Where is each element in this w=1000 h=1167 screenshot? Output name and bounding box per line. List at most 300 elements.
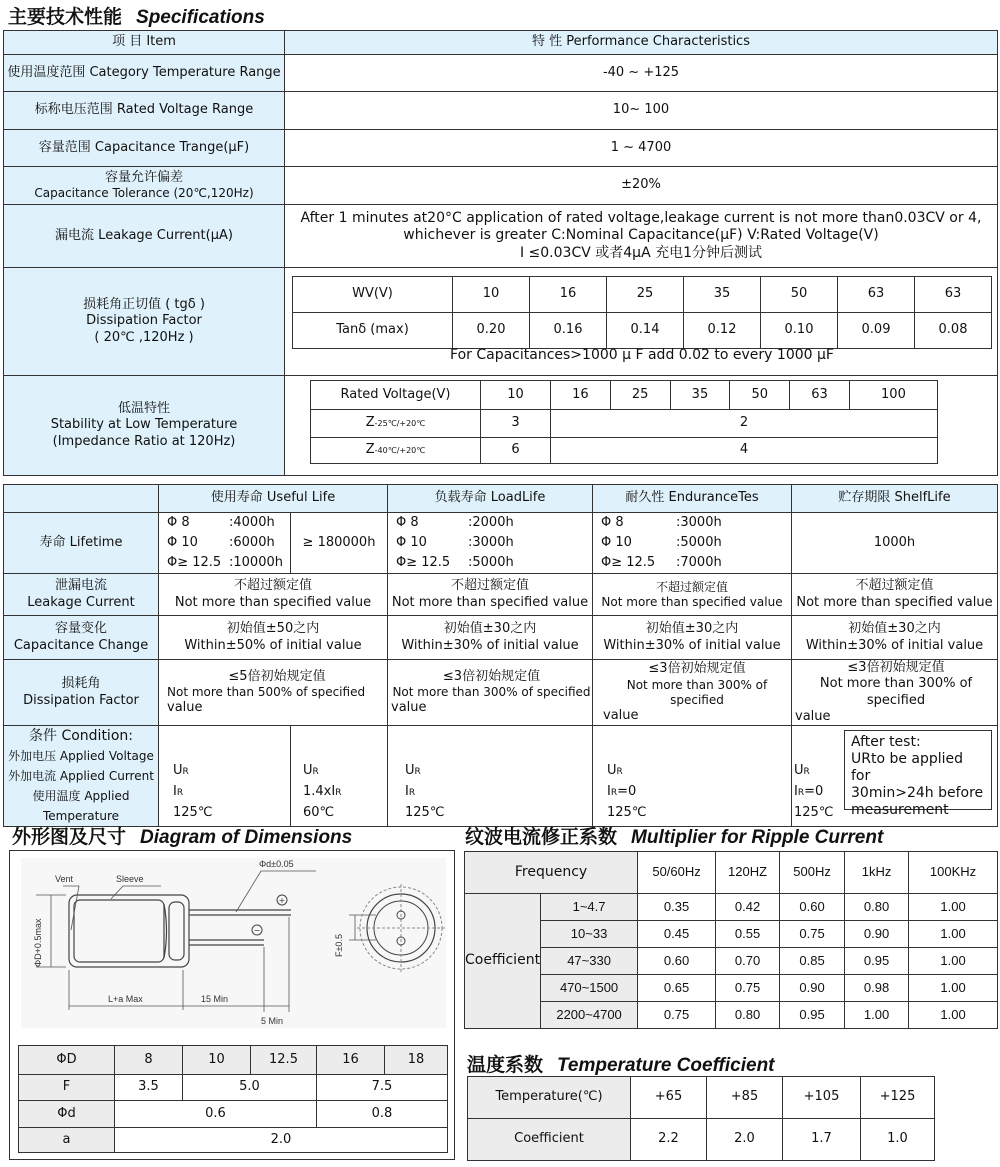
coef-cell: 0.70 — [716, 948, 780, 975]
wv-row — [293, 277, 992, 313]
lead-diameter-label: Φd±0.05 — [259, 859, 294, 869]
cond-voltage: 外加电压 Applied Voltage — [8, 749, 154, 763]
lead-diameter-cell: 0.6 — [115, 1101, 317, 1128]
range-cell: 2200~4700 — [541, 1002, 638, 1029]
rv-cell: 100 — [849, 381, 937, 410]
leakage-cell — [388, 574, 593, 616]
cell-en: Not more than 300% of specified — [819, 676, 973, 708]
t: 60℃ — [303, 805, 335, 820]
hours: :4000h — [229, 515, 275, 530]
coef-cell: 0.90 — [780, 975, 845, 1002]
lifetime-label: 寿命 Lifetime — [4, 513, 159, 574]
coef-cell: 1.00 — [909, 921, 998, 948]
hours: :6000h — [229, 535, 275, 550]
diameter-cell: 12.5 — [251, 1046, 317, 1075]
row-lead-diameter — [19, 1101, 448, 1128]
leakage-value — [285, 205, 998, 268]
capchange-cell — [792, 616, 998, 660]
ripple-title-cn: 纹波电流修正系数 — [465, 826, 618, 848]
cell-en: Within±30% of initial value — [805, 637, 984, 653]
diameter-cell: 10 — [183, 1046, 251, 1075]
temperature-label: Temperature(℃) — [468, 1077, 631, 1119]
coef-cell: 1.00 — [909, 1002, 998, 1029]
life-header-blank — [4, 485, 159, 513]
z-symbol: Z — [365, 442, 375, 458]
cell-tail: value — [391, 700, 427, 715]
diameter: Φ 8 — [601, 515, 624, 530]
cell-en: Not more than specified value — [391, 594, 589, 610]
i: I — [607, 784, 611, 799]
diameter: Φ 8 — [167, 515, 190, 530]
capchange-row — [4, 616, 998, 660]
leakage-cell — [159, 574, 388, 616]
wv-cell: 50 — [761, 277, 838, 313]
diameter: Φ≥ 12.5 — [167, 555, 222, 570]
tan-cell: 0.16 — [530, 313, 607, 349]
tan-row — [293, 313, 992, 349]
tempcoef-title-en: Temperature Coefficient — [557, 1055, 775, 1076]
coef-cell: 1.00 — [845, 1002, 909, 1029]
row-label-en: Capacitance Tolerance (20℃,120Hz) — [34, 186, 254, 201]
load-life-hours — [388, 513, 593, 574]
lifetime-row — [4, 513, 998, 574]
label-en: Dissipation Factor — [23, 692, 139, 708]
label-cn: 低温特性 — [117, 401, 170, 417]
condition-label — [4, 726, 159, 827]
spec-title-cn: 主要技术性能 — [8, 6, 123, 28]
cell-en: Within±30% of initial value — [603, 637, 781, 653]
cond-temp: 使用温度 Applied Temperature — [32, 789, 130, 823]
t: 125℃ — [405, 805, 445, 820]
cell-cn: ≤5倍初始规定值 — [228, 668, 326, 684]
rv-cell: 63 — [790, 381, 850, 410]
tan-label: Tanδ (max) — [293, 313, 453, 349]
df-row — [4, 660, 998, 726]
capchange-label — [4, 616, 159, 660]
cell-cn: 初始值±30之内 — [645, 621, 739, 637]
dissipation-label — [4, 268, 285, 376]
condition-row — [4, 726, 998, 827]
note-line: measurement — [851, 802, 949, 818]
i-suffix: =0 — [804, 784, 824, 799]
u: U — [303, 763, 313, 778]
label-a: a — [19, 1128, 115, 1153]
freq-cell: 120HZ — [716, 852, 780, 894]
life-header-row — [4, 485, 998, 513]
cond-current: 外加电流 Applied Current — [8, 769, 154, 783]
coef-cell: 0.95 — [845, 948, 909, 975]
cell-en: Not more than 300% of specified — [392, 685, 591, 699]
coef-cell: 2.2 — [631, 1119, 707, 1161]
coef-cell: 1.0 — [861, 1119, 935, 1161]
useful-life-extra: ≥ 180000h — [291, 513, 388, 574]
z25-row — [311, 410, 938, 438]
wv-cell: 63 — [838, 277, 915, 313]
label-cn: 损耗角正切值 ( tgδ ) — [83, 297, 205, 313]
row-label: 使用温度范围 Category Temperature Range — [4, 55, 285, 92]
label-en: Stability at Low Temperature — [50, 417, 238, 433]
coef-cell: 0.60 — [780, 894, 845, 921]
tan-cell: 0.08 — [915, 313, 992, 349]
r-sub: R — [335, 788, 342, 798]
rv-cell: 25 — [610, 381, 670, 410]
freq-cell: 50/60Hz — [638, 852, 716, 894]
label-cn: 损耗角 — [61, 676, 101, 692]
row-label — [4, 167, 285, 205]
u: U — [405, 763, 415, 778]
freq-cell: 1kHz — [845, 852, 909, 894]
header-useful-life: 使用寿命 Useful Life — [159, 485, 388, 513]
r-sub: R — [182, 767, 189, 777]
useful-life-hours — [159, 513, 291, 574]
range-cell: 470~1500 — [541, 975, 638, 1002]
dimension-diagram — [11, 852, 453, 1032]
r-sub: R — [312, 767, 319, 777]
range-cell: 10~33 — [541, 921, 638, 948]
coef-cell: 0.75 — [638, 1002, 716, 1029]
cell-cn: ≤3倍初始规定值 — [847, 660, 945, 675]
diameter: Φ 8 — [396, 515, 419, 530]
df-label — [4, 660, 159, 726]
coef-cell: 0.65 — [638, 975, 716, 1002]
z25-rest: 2 — [551, 410, 938, 438]
hours: :3000h — [676, 515, 722, 530]
diameter: Φ≥ 12.5 — [601, 555, 656, 570]
coef-cell: 1.00 — [909, 948, 998, 975]
hours: :5000h — [676, 535, 722, 550]
df-cell — [593, 660, 792, 726]
spec-header-row — [4, 31, 998, 55]
ripple-row — [465, 894, 998, 921]
z40-first: 6 — [481, 438, 551, 464]
cell-tail: value — [167, 700, 203, 715]
coef-cell: 0.75 — [780, 921, 845, 948]
coef-cell: 0.80 — [845, 894, 909, 921]
z-subscript: -25℃/+20℃ — [374, 419, 426, 429]
ripple-title-en: Multiplier for Ripple Current — [631, 827, 884, 848]
range-cell: 1~4.7 — [541, 894, 638, 921]
df-cell — [388, 660, 593, 726]
cell-cn: 不超过额定值 — [450, 578, 529, 594]
note-line: 30min>24h before — [851, 785, 984, 801]
coef-cell: 1.7 — [783, 1119, 861, 1161]
r-sub: R — [803, 767, 810, 777]
wv-cell: 16 — [530, 277, 607, 313]
t: 125℃ — [173, 805, 213, 820]
r-sub: R — [414, 767, 421, 777]
header-endurance: 耐久性 EnduranceTes — [593, 485, 792, 513]
coef-cell: 0.98 — [845, 975, 909, 1002]
lead-length-label: 15 Min — [201, 994, 229, 1004]
row-label-cn: 容量允许偏差 — [104, 169, 183, 185]
t: 125℃ — [607, 805, 647, 820]
r-sub: R — [797, 788, 805, 798]
dissipation-table — [292, 276, 992, 349]
pitch-cell: 7.5 — [317, 1075, 448, 1101]
coef-cell: 2.0 — [707, 1119, 783, 1161]
ripple-row — [465, 1002, 998, 1029]
length-label: L+a Max — [108, 994, 143, 1004]
cell-en: Not more than specified value — [601, 594, 783, 609]
r-sub: R — [610, 788, 618, 798]
coef-cell: 0.35 — [638, 894, 716, 921]
r-sub: R — [616, 767, 623, 777]
diameter-cell: 16 — [317, 1046, 385, 1075]
cell-cn: 初始值±30之内 — [848, 621, 941, 637]
wv-cell: 10 — [453, 277, 530, 313]
diameter: Φ≥ 12.5 — [396, 555, 451, 570]
lowtemp-label — [4, 376, 285, 476]
u: U — [173, 763, 183, 778]
tempcoef-title-cn: 温度系数 — [467, 1054, 544, 1076]
ripple-title — [465, 822, 883, 849]
label-cn: 容量变化 — [54, 621, 107, 637]
row-diameter — [19, 1046, 448, 1075]
plus-sign: + — [278, 896, 286, 905]
u: U — [794, 763, 804, 778]
i: I — [405, 784, 409, 799]
spec-row — [4, 92, 998, 130]
ripple-row — [465, 921, 998, 948]
coef-cell: 1.00 — [909, 894, 998, 921]
label-cond: ( 20℃ ,120Hz ) — [94, 329, 194, 345]
ripple-row — [465, 948, 998, 975]
row-value: 1 ~ 4700 — [285, 130, 998, 167]
i: I — [794, 784, 798, 799]
row-value: 10~ 100 — [285, 92, 998, 130]
rv-row — [311, 381, 938, 410]
leakage-row — [4, 205, 998, 268]
spec-title — [8, 2, 265, 29]
row-label: 标称电压范围 Rated Voltage Range — [4, 92, 285, 130]
lowtemp-table — [310, 380, 938, 464]
ripple-row — [465, 975, 998, 1002]
ripple-header-row — [465, 852, 998, 894]
cell-cn: ≤3倍初始规定值 — [442, 668, 541, 684]
tan-cell: 0.14 — [607, 313, 684, 349]
wv-cell: 25 — [607, 277, 684, 313]
diameter-cell: 18 — [385, 1046, 448, 1075]
rv-label: Rated Voltage(V) — [311, 381, 481, 410]
a-cell: 2.0 — [115, 1128, 448, 1153]
hours: :7000h — [676, 555, 722, 570]
row-value: ±20% — [285, 167, 998, 205]
label-en: Capacitance Change — [13, 637, 149, 653]
freq-cell: 100KHz — [909, 852, 998, 894]
lead-diameter-cell: 0.8 — [317, 1101, 448, 1128]
coef-cell: 0.90 — [845, 921, 909, 948]
z-symbol: Z — [365, 415, 375, 431]
condition-cell — [593, 726, 792, 827]
hours: :2000h — [468, 515, 514, 530]
ripple-table — [464, 851, 998, 1029]
df-cell — [792, 660, 998, 726]
header-item: 项 目 Item — [4, 31, 285, 55]
body-diameter-label: ΦD+0.5max — [33, 918, 43, 967]
cell-cn: ≤3倍初始规定值 — [648, 661, 746, 677]
leakage-label: 漏电流 Leakage Current(μA) — [4, 205, 285, 268]
range-cell: 47~330 — [541, 948, 638, 975]
rv-cell: 50 — [730, 381, 790, 410]
leakage-line: After 1 minutes at20°C application of rated voltage,leakage current is not more than0.03CV or 4, — [300, 209, 982, 226]
temp-cell: +105 — [783, 1077, 861, 1119]
cell-en: Not more than 300% of specified — [626, 677, 768, 707]
tan-cell: 0.20 — [453, 313, 530, 349]
diameter: Φ 10 — [601, 535, 632, 550]
header-performance: 特 性 Performance Characteristics — [285, 31, 998, 55]
vent-label: Vent — [55, 874, 74, 884]
condition-cell — [291, 726, 388, 827]
header-load-life: 负载寿命 LoadLife — [388, 485, 593, 513]
diameter-cell: 8 — [115, 1046, 183, 1075]
leakage-line: whichever is greater C:Nominal Capacitance(μF) V:Rated Voltage(V) — [403, 227, 879, 244]
z40-rest: 4 — [551, 438, 938, 464]
freq-cell: 500Hz — [780, 852, 845, 894]
coef-row — [468, 1119, 935, 1161]
leakage-line: I ≤0.03CV 或者4μA 充电1分钟后测试 — [519, 244, 763, 261]
i-suffix: =0 — [617, 784, 637, 799]
r-sub: R — [176, 788, 184, 798]
tan-cell: 0.10 — [761, 313, 838, 349]
condition-cell — [792, 726, 998, 827]
after-test-note — [844, 730, 992, 818]
pitch-cell: 5.0 — [183, 1075, 317, 1101]
temp-cell: +125 — [861, 1077, 935, 1119]
coef-cell: 0.95 — [780, 1002, 845, 1029]
diameter: Φ 10 — [396, 535, 427, 550]
tempcoef-table — [467, 1076, 935, 1161]
cell-en: Not more than specified value — [796, 594, 993, 610]
i: I — [173, 784, 177, 799]
label-cn: 泄漏电流 — [54, 578, 107, 594]
leakage-label — [4, 574, 159, 616]
dissipation-note: For Capacitances>1000 μ F add 0.02 to every 1000 μF — [450, 347, 834, 363]
coef-cell: 0.75 — [716, 975, 780, 1002]
spec-row — [4, 130, 998, 167]
pitch-label: F±0.5 — [334, 934, 344, 957]
cell-cn: 不超过额定值 — [855, 578, 934, 594]
coef-cell: 0.85 — [780, 948, 845, 975]
header-shelf-life: 贮存期限 ShelfLife — [792, 485, 998, 513]
label-lead-diameter: Φd — [19, 1101, 115, 1128]
label-diameter: ΦD — [19, 1046, 115, 1075]
coef-cell: 1.00 — [909, 975, 998, 1002]
label-pitch: F — [19, 1075, 115, 1101]
t: 125℃ — [794, 805, 834, 820]
cell-cn: 不超过额定值 — [655, 579, 728, 594]
rv-cell: 10 — [481, 381, 551, 410]
frequency-label: Frequency — [465, 852, 638, 894]
row-pitch — [19, 1075, 448, 1101]
coef-cell: 0.60 — [638, 948, 716, 975]
cell-en: Within±30% of initial value — [401, 637, 579, 653]
temp-cell: +65 — [631, 1077, 707, 1119]
hours: :10000h — [229, 555, 283, 570]
row-label: 容量范围 Capacitance Trange(μF) — [4, 130, 285, 167]
minus-sign: − — [253, 926, 261, 935]
cell-en: Not more than 500% of specified — [167, 685, 366, 699]
cell-cn: 不超过额定值 — [233, 578, 312, 594]
cell-en: Not more than specified value — [174, 594, 372, 610]
hours: :3000h — [468, 535, 514, 550]
hours: :5000h — [468, 555, 514, 570]
temp-row — [468, 1077, 935, 1119]
z25-first: 3 — [481, 410, 551, 438]
z25-label — [311, 410, 481, 438]
dimensions-title-cn: 外形图及尺寸 — [12, 826, 127, 848]
label-en: Leakage Current — [27, 594, 135, 610]
capchange-cell — [593, 616, 792, 660]
z-subscript: -40℃/+20℃ — [374, 446, 426, 456]
life-table — [3, 484, 998, 827]
cell-cn: 初始值±30之内 — [443, 621, 537, 637]
capchange-cell — [388, 616, 593, 660]
wv-cell: 35 — [684, 277, 761, 313]
leakage-cell — [593, 574, 792, 616]
endurance-hours — [593, 513, 792, 574]
label-cond: (Impedance Ratio at 120Hz) — [52, 433, 236, 449]
z40-row — [311, 438, 938, 464]
rv-cell: 35 — [670, 381, 730, 410]
wv-cell: 63 — [915, 277, 992, 313]
tempcoef-title — [467, 1050, 775, 1077]
cell-tail: value — [603, 707, 639, 723]
row-value: -40 ~ +125 — [285, 55, 998, 92]
rv-cell: 16 — [551, 381, 611, 410]
tan-cell: 0.09 — [838, 313, 915, 349]
coef-cell: 0.42 — [716, 894, 780, 921]
temp-cell: +85 — [707, 1077, 783, 1119]
cell-en: Within±50% of initial value — [184, 637, 362, 653]
sleeve-label: Sleeve — [116, 874, 144, 884]
diagram-background — [21, 858, 446, 1028]
df-cell — [159, 660, 388, 726]
leakage-row — [4, 574, 998, 616]
condition-cell — [388, 726, 593, 827]
dimensions-table — [18, 1045, 448, 1153]
coefficient-label: Coefficient — [468, 1119, 631, 1161]
r-sub: R — [408, 788, 416, 798]
spec-row — [4, 55, 998, 92]
lead-diff-label: 5 Min — [261, 1016, 284, 1026]
cond-title: 条件 Condition: — [29, 728, 133, 744]
note-line: URto be applied for — [851, 751, 964, 784]
wv-label: WV(V) — [293, 277, 453, 313]
coef-cell: 0.55 — [716, 921, 780, 948]
coefficient-label: Coefficient — [465, 894, 541, 1029]
note-line: After test: — [851, 734, 921, 750]
capchange-cell — [159, 616, 388, 660]
dimensions-title-en: Diagram of Dimensions — [140, 827, 353, 848]
u: U — [607, 763, 617, 778]
shelf-life-hours: 1000h — [792, 513, 998, 574]
condition-cell — [159, 726, 291, 827]
cell-tail: value — [795, 708, 831, 724]
leakage-cell — [792, 574, 998, 616]
coef-cell: 0.45 — [638, 921, 716, 948]
cell-cn: 初始值±50之内 — [226, 621, 320, 637]
coef-cell: 0.80 — [716, 1002, 780, 1029]
label-en: Dissipation Factor — [86, 313, 202, 329]
diameter: Φ 10 — [167, 535, 198, 550]
dimensions-title — [12, 822, 352, 849]
i: 1.4xI — [303, 784, 336, 799]
tan-cell: 0.12 — [684, 313, 761, 349]
z40-label — [311, 438, 481, 464]
spec-title-en: Specifications — [136, 7, 265, 28]
pitch-cell: 3.5 — [115, 1075, 183, 1101]
spec-row — [4, 167, 998, 205]
